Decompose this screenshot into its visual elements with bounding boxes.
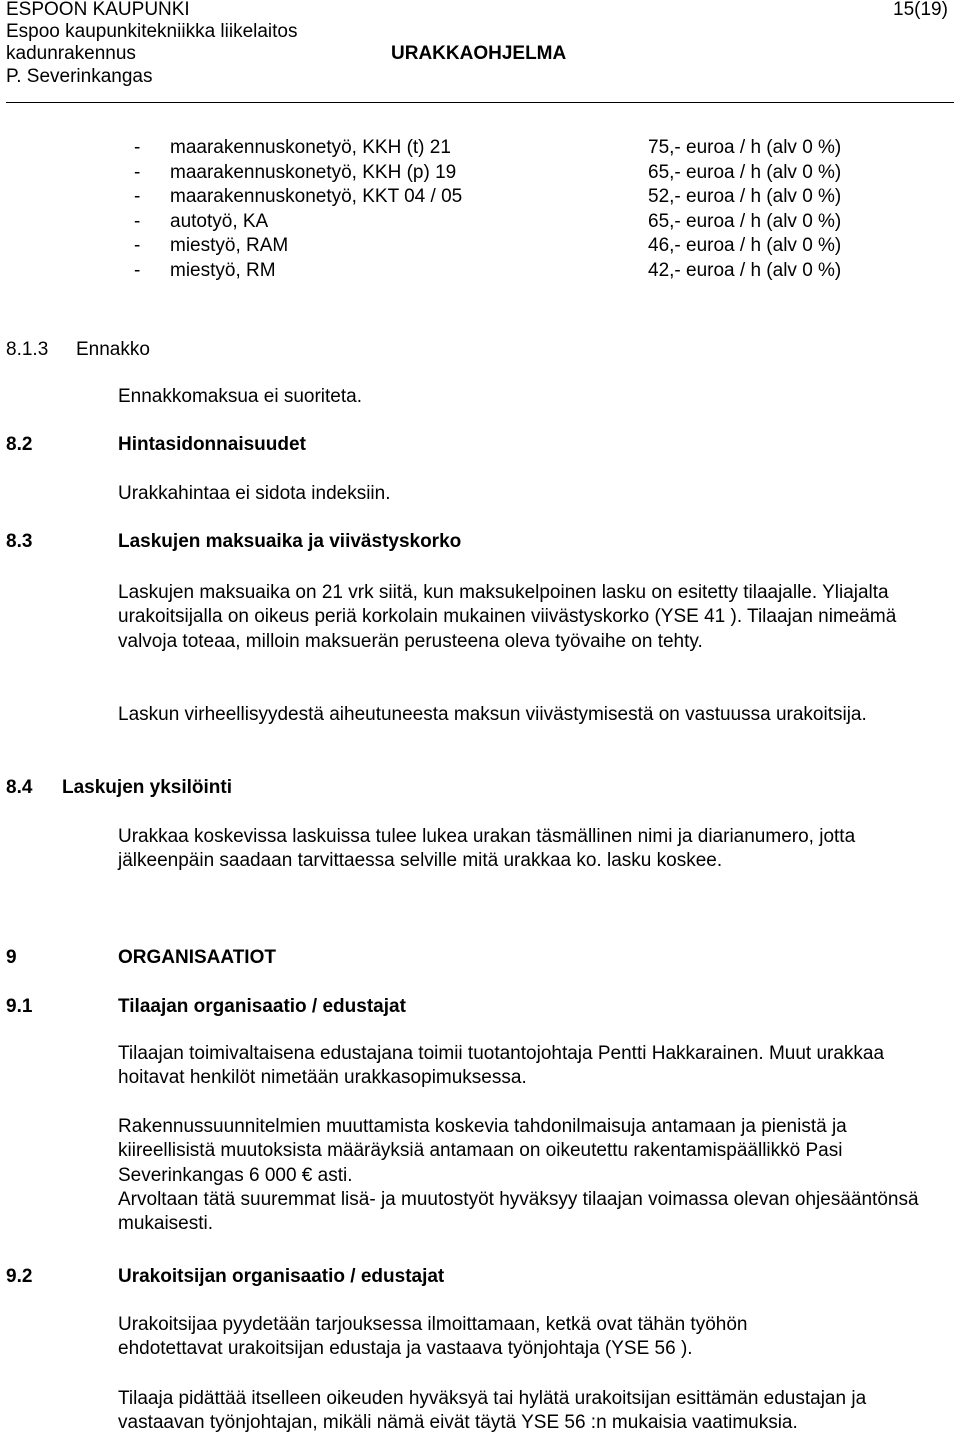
- section-8-4-number: 8.4: [6, 777, 33, 798]
- header-doc-type: URAKKAOHJELMA: [391, 43, 567, 64]
- rate-price: 46,- euroa / h (alv 0 %): [648, 235, 842, 256]
- section-9-2-paragraph-2-text: Tilaaja pidättää itselleen oikeuden hyväksyä tai hylätä urakoitsijan esittämän edustajan ja vastaavan työnjohtajan, mikäli nämä eivät täytä YSE 56 :n mukaisia vaatimuksia.: [118, 1388, 867, 1434]
- rate-label: maarakennuskonetyö, KKH (p) 19: [170, 162, 457, 183]
- rate-dash: -: [134, 235, 141, 256]
- header-unit: Espoo kaupunkitekniikka liikelaitos: [6, 21, 298, 42]
- header-divider: [6, 102, 954, 103]
- rate-label: autotyö, KA: [170, 211, 269, 232]
- rate-price: 75,- euroa / h (alv 0 %): [648, 137, 842, 158]
- rate-price: 52,- euroa / h (alv 0 %): [648, 186, 842, 207]
- section-9-2-paragraph-1-text: Urakoitsijaa pyydetään tarjouksessa ilmoittamaan, ketkä ovat tähän työhön ehdotettavat urakoitsijan edustaja ja vastaava työnjohtaja (YSE 56 ).: [118, 1314, 748, 1360]
- rate-label: maarakennuskonetyö, KKT 04 / 05: [170, 186, 463, 207]
- section-9-title: ORGANISAATIOT: [118, 947, 276, 968]
- section-9-1-paragraph-2b-text: Arvoltaan tätä suuremmat lisä- ja muutostyöt hyväksyy tilaajan voimassa olevan ohjesääntönsä mukaisesti.: [118, 1188, 919, 1235]
- rate-price: 65,- euroa / h (alv 0 %): [648, 162, 842, 183]
- section-8-3-paragraph-1-text: Laskujen maksuaika on 21 vrk siitä, kun maksukelpoinen lasku on esitetty tilaajalle. Yliajalta urakoitsijalla on oikeus periä korkolain mukainen viivästyskorko (YSE 41 ). Tilaajan nimeämä valvoja toteaa, milloin maksuerän perusteena oleva työvaihe on tehty.: [118, 582, 897, 652]
- section-8-1-3-text: Ennakkomaksua ei suoriteta.: [118, 386, 362, 407]
- rate-dash: -: [134, 211, 141, 232]
- section-9-1-paragraph-2: [118, 1115, 933, 1236]
- section-9-1-paragraph-1: [118, 1042, 908, 1091]
- header-author: P. Severinkangas: [6, 66, 153, 87]
- section-8-3-paragraph-1: [118, 581, 938, 654]
- header-dept: kadunrakennus: [6, 43, 136, 64]
- section-9-2-paragraph-2: [118, 1387, 953, 1436]
- rate-row: [134, 137, 894, 161]
- rate-dash: -: [134, 162, 141, 183]
- section-9-2-number: 9.2: [6, 1266, 33, 1287]
- section-8-3-number: 8.3: [6, 531, 33, 552]
- rate-price: 65,- euroa / h (alv 0 %): [648, 211, 842, 232]
- rate-row: [134, 260, 894, 284]
- rate-dash: -: [134, 137, 141, 158]
- section-8-4-paragraph: [118, 825, 948, 874]
- section-8-3-paragraph-2-text: Laskun virheellisyydestä aiheutuneesta maksun viivästymisestä on vastuussa urakoitsija.: [118, 704, 867, 725]
- section-8-2-title: Hintasidonnaisuudet: [118, 434, 306, 455]
- rate-dash: -: [134, 186, 141, 207]
- section-9-1-paragraph-1-text: Tilaajan toimivaltaisena edustajana toimii tuotantojohtaja Pentti Hakkarainen. Muut urakkaa hoitavat henkilöt nimetään urakkasopimuksessa.: [118, 1043, 885, 1089]
- section-9-1-paragraph-2a-text: Rakennussuunnitelmien muuttamista koskevia tahdonilmaisuja antamaan ja pienistä ja kiireellisistä muutoksista määräyksiä antamaan on oikeutettu rakentamispäällikkö Pasi Severinkangas 6 000 € asti.: [118, 1116, 847, 1186]
- header-page-number: 15(19): [893, 0, 948, 20]
- section-8-3-title: Laskujen maksuaika ja viivästyskorko: [118, 531, 462, 552]
- rate-row: [134, 235, 894, 259]
- rate-row: [134, 186, 894, 210]
- rate-row: [134, 162, 894, 186]
- header-org: ESPOON KAUPUNKI: [6, 0, 190, 20]
- rate-label: miestyö, RAM: [170, 235, 289, 256]
- rate-price: 42,- euroa / h (alv 0 %): [648, 260, 842, 281]
- section-9-2-title: Urakoitsijan organisaatio / edustajat: [118, 1266, 445, 1287]
- rate-label: maarakennuskonetyö, KKH (t) 21: [170, 137, 451, 158]
- section-8-4-paragraph-text: Urakkaa koskevissa laskuissa tulee lukea urakan täsmällinen nimi ja diarianumero, jotta jälkeenpäin saadaan tarvittaessa selville mitä urakkaa ko. lasku koskee.: [118, 826, 856, 872]
- section-9-1-title: Tilaajan organisaatio / edustajat: [118, 996, 406, 1017]
- section-8-2-text: Urakkahintaa ei sidota indeksiin.: [118, 483, 391, 504]
- section-9-1-number: 9.1: [6, 996, 33, 1017]
- section-9-number: 9: [6, 947, 17, 968]
- rate-row: [134, 211, 894, 235]
- section-8-3-paragraph-2: [118, 703, 888, 727]
- rate-label: miestyö, RM: [170, 260, 276, 281]
- section-9-2-paragraph-1: [118, 1313, 848, 1362]
- section-8-1-3-title: Ennakko: [76, 339, 150, 360]
- section-8-1-3-number: 8.1.3: [6, 339, 49, 360]
- rate-dash: -: [134, 260, 141, 281]
- section-8-4-title: Laskujen yksilöinti: [62, 777, 232, 798]
- section-8-2-number: 8.2: [6, 434, 33, 455]
